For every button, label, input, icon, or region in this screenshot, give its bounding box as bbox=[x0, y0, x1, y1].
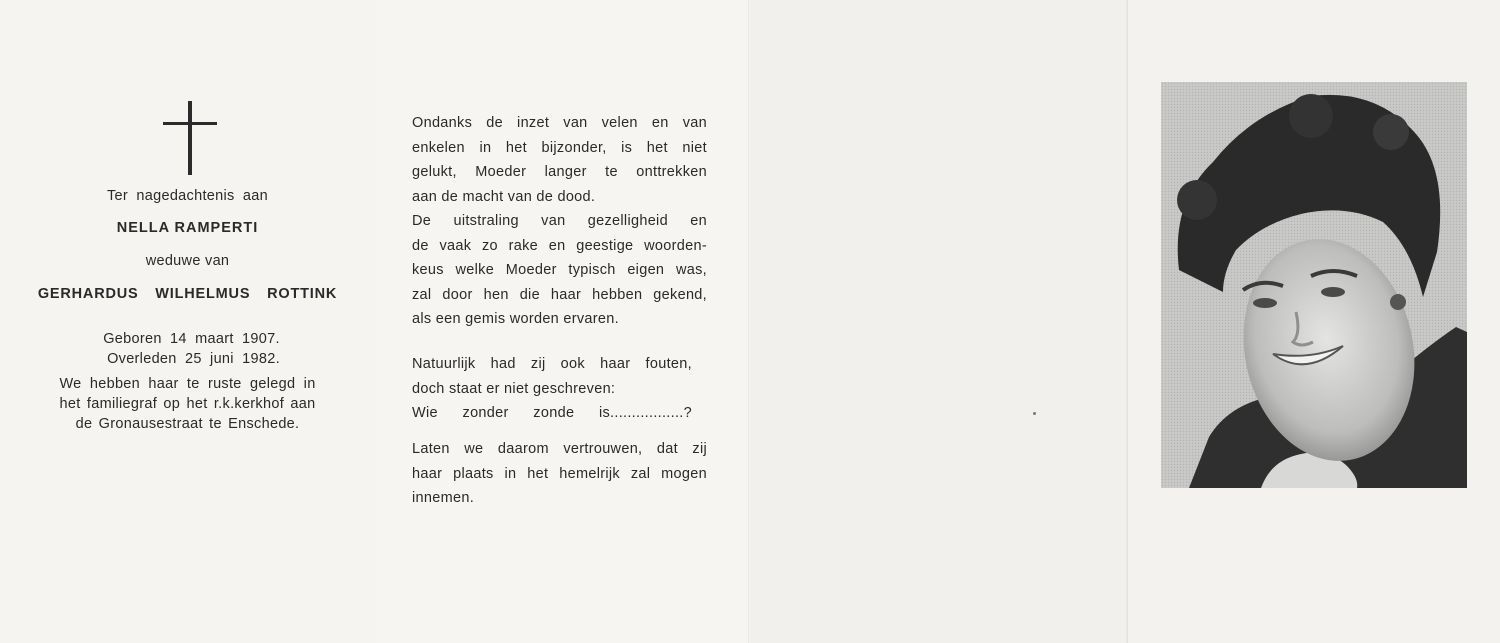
text-line: de vaak zo rake en geestige woorden- bbox=[412, 237, 707, 254]
burial-text: de Gronausestraat te Enschede. bbox=[75, 416, 300, 432]
cross-icon bbox=[163, 101, 217, 175]
card-fold bbox=[1126, 0, 1128, 643]
text-line: enkelen in het bijzonder, is het niet bbox=[412, 139, 707, 156]
text-line: gelukt, Moeder langer te onttrekken bbox=[412, 164, 707, 181]
deceased-name: NELLA RAMPERTI bbox=[116, 220, 259, 236]
text-line: Natuurlijk had zij ook haar fouten, bbox=[412, 356, 692, 372]
text-line: haar plaats in het hemelrijk zal mogen bbox=[412, 465, 707, 482]
text-line: zal door hen die haar hebben gekend, bbox=[412, 286, 707, 303]
paragraph bbox=[412, 111, 707, 209]
text-line: Ondanks de inzet van velen en van bbox=[412, 115, 707, 131]
text-line: innemen. bbox=[412, 490, 475, 507]
spouse-name: GERHARDUS WILHELMUS ROTTINK bbox=[37, 286, 338, 302]
burial-text: het familiegraf op het r.k.kerkhof aan bbox=[59, 396, 316, 412]
text-line: als een gemis worden ervaren. bbox=[412, 311, 619, 328]
text-line: Laten we daarom vertrouwen, dat zij bbox=[412, 441, 707, 457]
paragraph bbox=[412, 437, 707, 511]
intro-text: Ter nagedachtenis aan bbox=[106, 188, 269, 204]
paragraph bbox=[412, 352, 692, 426]
text-line: aan de macht van de dood. bbox=[412, 188, 596, 205]
burial-text: We hebben haar te ruste gelegd in bbox=[59, 376, 316, 392]
front-panel bbox=[0, 0, 375, 643]
text-line: De uitstraling van gezelligheid en bbox=[412, 213, 707, 229]
paragraph bbox=[412, 209, 707, 332]
birth-date: Geboren 14 maart 1907. bbox=[103, 331, 280, 347]
relation-text: weduwe van bbox=[145, 253, 230, 269]
text-line: doch staat er niet geschreven: bbox=[412, 380, 616, 397]
death-date: Overleden 25 juni 1982. bbox=[107, 351, 280, 367]
paper-speck bbox=[1033, 412, 1036, 415]
text-line: Wie zonder zonde is.................? bbox=[412, 405, 692, 422]
text-line: keus welke Moeder typisch eigen was, bbox=[412, 262, 707, 279]
portrait-photo bbox=[1161, 82, 1467, 488]
blank-panel bbox=[750, 0, 1128, 643]
card-fold bbox=[748, 0, 750, 643]
